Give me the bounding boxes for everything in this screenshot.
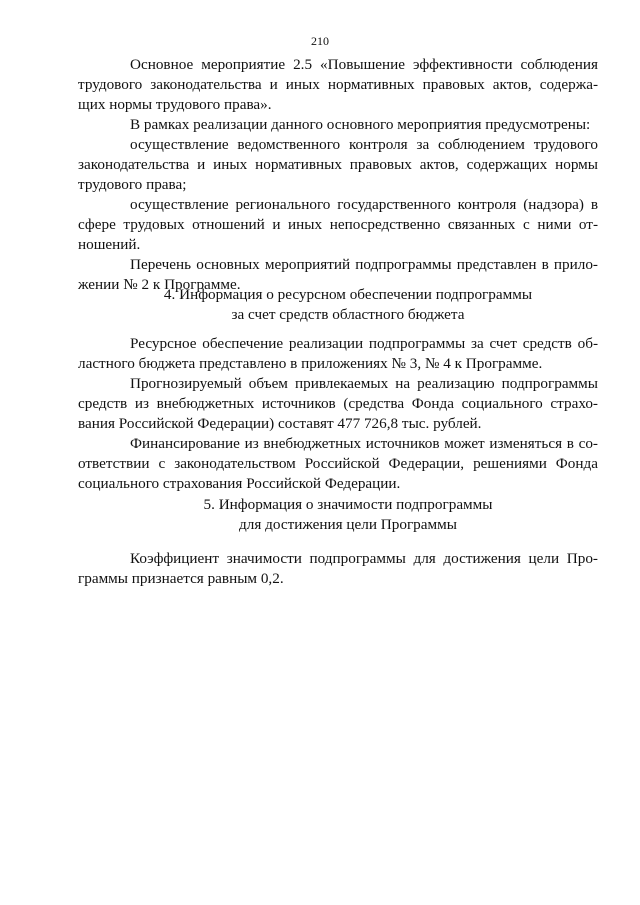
heading-line: за счет средств областного бюджета	[231, 306, 465, 323]
paragraph-line: Перечень основных мероприятий подпрограммы представлен в прило-	[130, 256, 598, 273]
heading-line: для достижения цели Программы	[239, 516, 457, 533]
paragraph-line: Основное мероприятие 2.5 «Повышение эффективности соблюдения	[130, 56, 598, 73]
paragraph-line: трудового права;	[78, 176, 187, 193]
paragraph-line: Коэффициент значимости подпрограммы для достижения цели Про-	[130, 550, 598, 567]
paragraph-line: вания Российской Федерации) составят 477 726,8 тыс. рублей.	[78, 415, 482, 432]
paragraph-line: осуществление регионального государственного контроля (надзора) в	[130, 196, 598, 213]
paragraph-line: Финансирование из внебюджетных источников может изменяться в со-	[130, 435, 598, 452]
paragraph-line: ношений.	[78, 236, 141, 253]
heading-line: 5. Информация о значимости подпрограммы	[203, 496, 493, 513]
page-number: 210	[311, 34, 329, 48]
section-4-text	[78, 334, 598, 494]
paragraph-line: ответствии с законодательством Российской Федерации, решениями Фонда	[78, 455, 598, 472]
section-5-text	[78, 549, 598, 589]
paragraph-line: законодательства и иных нормативных правовых актов, содержащих нормы	[78, 156, 598, 173]
heading-line: 4. Информация о ресурсном обеспечении подпрограммы	[163, 286, 533, 303]
paragraph-line: граммы признается равным 0,2.	[78, 570, 284, 587]
paragraph-line: ластного бюджета представлено в приложениях № 3, № 4 к Программе.	[78, 355, 543, 372]
paragraph-line: трудового законодательства и иных нормативных правовых актов, содержа-	[78, 76, 598, 93]
paragraph-line: щих нормы трудового права».	[78, 96, 272, 113]
paragraph-line: Прогнозируемый объем привлекаемых на реализацию подпрограммы	[130, 375, 598, 392]
paragraph-line: Ресурсное обеспечение реализации подпрограммы за счет средств об-	[130, 335, 598, 352]
section-5-heading	[78, 495, 618, 535]
section-intro-text	[78, 55, 598, 295]
paragraph-line: жении № 2 к Программе.	[78, 276, 241, 293]
paragraph-line: социального страхования Российской Федерации.	[78, 475, 401, 492]
paragraph-line: осуществление ведомственного контроля за соблюдением трудового	[130, 136, 598, 153]
paragraph-line: сфере трудовых отношений и иных непосредственно связанных с ними от-	[78, 216, 598, 233]
section-4-heading	[78, 285, 618, 325]
paragraph-line: В рамках реализации данного основного мероприятия предусмотрены:	[130, 116, 591, 133]
paragraph-line: средств из внебюджетных источников (средства Фонда социального страхо-	[78, 395, 598, 412]
